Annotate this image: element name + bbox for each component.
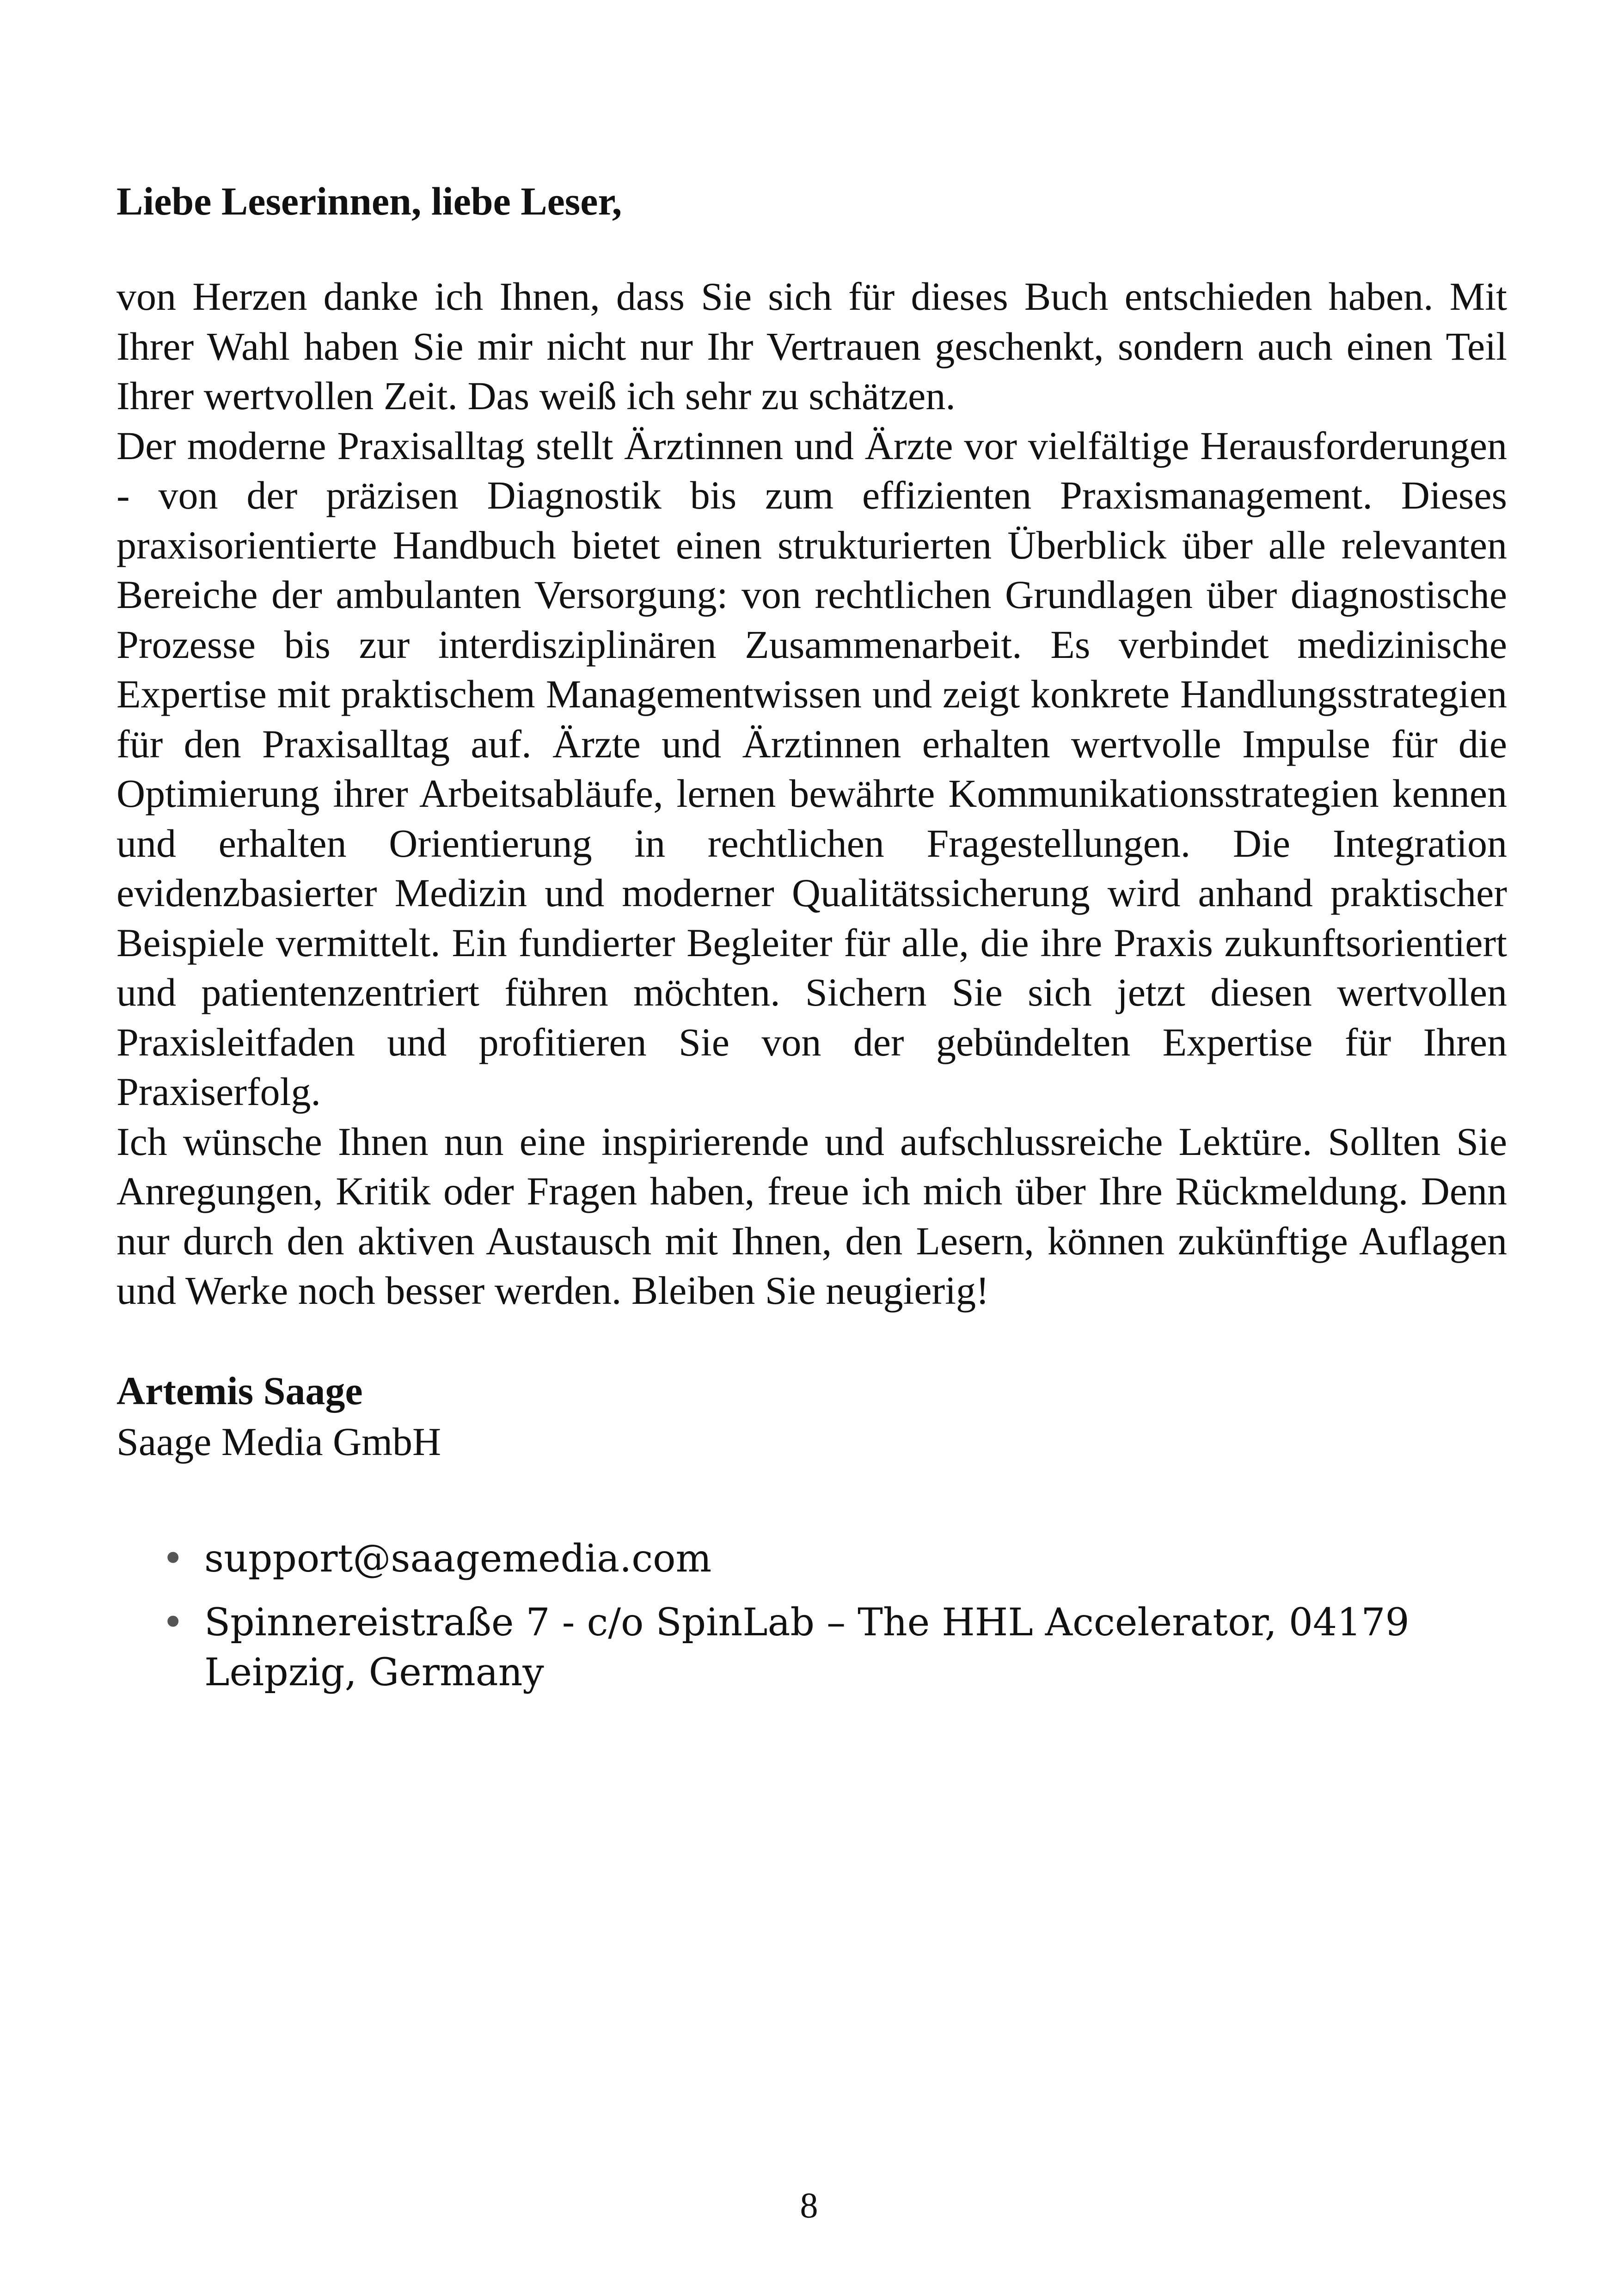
contact-list	[116, 1534, 1507, 1698]
author-name: Artemis Saage	[116, 1368, 363, 1413]
bullet-icon: •	[162, 1536, 184, 1581]
list-item	[116, 1598, 1503, 1698]
signature-block	[116, 1365, 1507, 1467]
bullet-icon: •	[162, 1600, 184, 1645]
paragraph-closing: Ich wünsche Ihnen nun eine inspirierende und aufschlussreiche Lektüre. Sollten Sie Anregungen, Kritik oder Fragen haben, freue ich mich über Ihre Rückmeldung. Denn nur durch den aktiven Austausch mit Ihnen, den Lesern, können zukünftige Auflagen und Werke noch besser werden. Bleiben Sie neugierig!	[116, 1119, 1507, 1313]
page-number: 8	[800, 2185, 818, 2225]
document-page	[116, 176, 1507, 1712]
contact-email[interactable]: support@saagemedia.com	[204, 1536, 712, 1581]
paragraph-book-description: Der moderne Praxisalltag stellt Ärztinnen und Ärzte vor vielfältige Herausforderungen - von der präzisen Diagnostik bis zum effizienten Praxismanagement. Dieses praxisorientierte Handbuch bietet einen strukturierten Überblick über alle relevanten Bereiche der ambulanten Versorgung: von rechtlichen Grundlagen über diagnostische Prozesse bis zur interdisziplinären Zusammenarbeit. Es verbindet medizinische Expertise mit praktischem Managementwissen und zeigt konkrete Handlungsstrategien für den Praxisalltag auf. Ärzte und Ärztinnen erhalten wertvolle Impulse für die Optimierung ihrer Arbeitsabläufe, lernen bewährte Kommunikationsstrategien kennen und erhalten Orientierung in rechtlichen Fragestellungen. Die Integration evidenzbasierter Medizin und moderner Qualitätssicherung wird anhand praktischer Beispiele vermittelt. Ein fundierter Begleiter für alle, die ihre Praxis zukunftsorientiert und patientenzentriert führen möchten. Sichern Sie sich jetzt diesen wertvollen Praxisleitfaden und profitieren Sie von der gebündelten Expertise für Ihren Praxiserfolg.	[116, 423, 1507, 1114]
company-name: Saage Media GmbH	[116, 1419, 441, 1464]
contact-address: Spinnereistraße 7 - c/o SpinLab – The HHL Accelerator, 04179 Leipzig, Germany	[204, 1600, 1410, 1694]
list-item	[116, 1534, 1503, 1584]
salutation: Liebe Leserinnen, liebe Leser,	[116, 179, 622, 223]
paragraph-thanks: von Herzen danke ich Ihnen, dass Sie sich für dieses Buch entschieden haben. Mit Ihrer Wahl haben Sie mir nicht nur Ihr Vertrauen geschenkt, sondern auch einen Teil Ihrer wertvollen Zeit. Das weiß ich sehr zu schätzen.	[116, 274, 1507, 418]
